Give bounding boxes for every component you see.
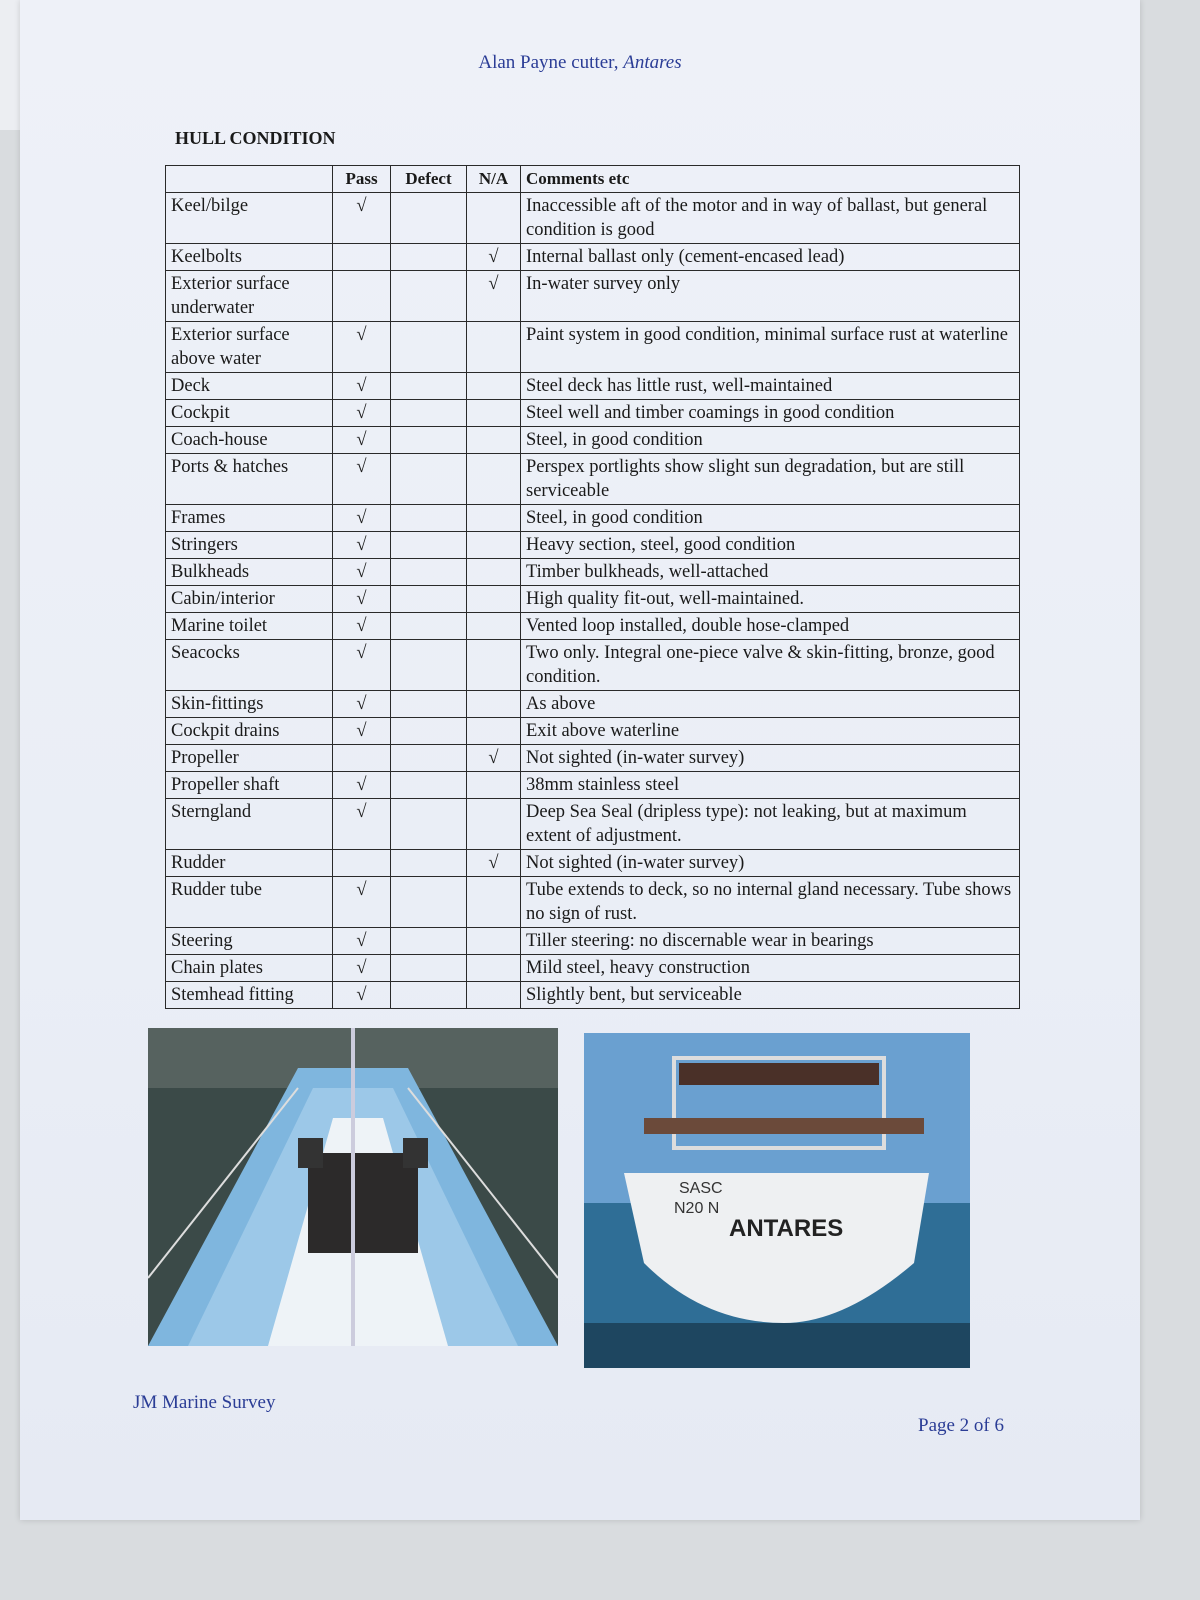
pass-cell [333,745,391,772]
table-row [166,400,1020,427]
na-cell: √ [467,271,521,322]
defect-cell [391,559,467,586]
na-cell [467,505,521,532]
comment-cell: Timber bulkheads, well-attached [521,559,1020,586]
na-cell [467,955,521,982]
item-name: Stemhead fitting [166,982,333,1009]
pass-cell: √ [333,772,391,799]
defect-cell [391,928,467,955]
section-title: HULL CONDITION [175,128,336,148]
na-cell [467,454,521,505]
column-header-item [166,166,333,193]
na-cell [467,799,521,850]
defect-cell [391,193,467,244]
comment-cell: 38mm stainless steel [521,772,1020,799]
na-cell [467,400,521,427]
item-name: Propeller [166,745,333,772]
defect-cell [391,955,467,982]
comment-cell: Tube extends to deck, so no internal gland necessary. Tube shows no sign of rust. [521,877,1020,928]
footer-company: JM Marine Survey [133,1392,276,1413]
defect-cell [391,427,467,454]
na-cell: √ [467,850,521,877]
defect-cell [391,691,467,718]
table-row [166,928,1020,955]
pass-cell: √ [333,691,391,718]
comment-cell: Paint system in good condition, minimal surface rust at waterline [521,322,1020,373]
pass-cell: √ [333,982,391,1009]
defect-cell [391,271,467,322]
pass-cell [333,850,391,877]
table-row [166,640,1020,691]
na-cell [467,877,521,928]
table-row [166,955,1020,982]
pass-cell: √ [333,559,391,586]
table-row [166,691,1020,718]
item-name: Exterior surface above water [166,322,333,373]
defect-cell [391,373,467,400]
pass-cell: √ [333,640,391,691]
table-row [166,982,1020,1009]
defect-cell [391,586,467,613]
pass-cell: √ [333,586,391,613]
defect-cell [391,718,467,745]
na-cell [467,193,521,244]
table-row [166,850,1020,877]
table-row [166,718,1020,745]
table-row [166,772,1020,799]
item-name: Stringers [166,532,333,559]
comment-cell: Perspex portlights show slight sun degradation, but are still serviceable [521,454,1020,505]
pass-cell: √ [333,193,391,244]
item-name: Bulkheads [166,559,333,586]
comment-cell: Steel, in good condition [521,505,1020,532]
na-cell [467,586,521,613]
pass-cell: √ [333,532,391,559]
defect-cell [391,982,467,1009]
comment-cell: Two only. Integral one-piece valve & skin-fitting, bronze, good condition. [521,640,1020,691]
item-name: Coach-house [166,427,333,454]
comment-cell: Steel, in good condition [521,427,1020,454]
defect-cell [391,613,467,640]
defect-cell [391,850,467,877]
na-cell [467,373,521,400]
defect-cell [391,799,467,850]
na-cell: √ [467,745,521,772]
item-name: Keel/bilge [166,193,333,244]
table-row [166,586,1020,613]
table-row [166,745,1020,772]
table-row [166,244,1020,271]
comment-cell: Steel deck has little rust, well-maintained [521,373,1020,400]
na-cell [467,322,521,373]
comment-cell: As above [521,691,1020,718]
item-name: Skin-fittings [166,691,333,718]
pass-cell: √ [333,928,391,955]
item-name: Rudder tube [166,877,333,928]
pass-cell: √ [333,505,391,532]
table-row [166,613,1020,640]
item-name: Rudder [166,850,333,877]
document-page [20,0,1140,1520]
table-row [166,427,1020,454]
svg-text:SASC: SASC [679,1180,723,1197]
pass-cell: √ [333,373,391,400]
comment-cell: Slightly bent, but serviceable [521,982,1020,1009]
table-header-row [166,166,1020,193]
na-cell [467,559,521,586]
comment-cell: Deep Sea Seal (dripless type): not leaking, but at maximum extent of adjustment. [521,799,1020,850]
table-row [166,322,1020,373]
defect-cell [391,877,467,928]
na-cell [467,772,521,799]
comment-cell: Not sighted (in-water survey) [521,850,1020,877]
comment-cell: Mild steel, heavy construction [521,955,1020,982]
svg-text:ANTARES: ANTARES [729,1215,844,1242]
stern-photo [584,1033,970,1368]
table-row [166,532,1020,559]
item-name: Frames [166,505,333,532]
item-name: Sterngland [166,799,333,850]
table-row [166,799,1020,850]
na-cell [467,532,521,559]
comment-cell: Steel well and timber coamings in good condition [521,400,1020,427]
na-cell [467,718,521,745]
pass-cell: √ [333,400,391,427]
comment-cell: Internal ballast only (cement-encased lead) [521,244,1020,271]
na-cell [467,613,521,640]
column-header-pass: Pass [333,166,391,193]
defect-cell [391,322,467,373]
comment-cell: Vented loop installed, double hose-clamped [521,613,1020,640]
pass-cell: √ [333,322,391,373]
na-cell [467,691,521,718]
table-row [166,505,1020,532]
pass-cell: √ [333,427,391,454]
defect-cell [391,640,467,691]
defect-cell [391,505,467,532]
defect-cell [391,244,467,271]
pass-cell: √ [333,454,391,505]
table-row [166,559,1020,586]
defect-cell [391,532,467,559]
na-cell [467,982,521,1009]
pass-cell [333,244,391,271]
pass-cell: √ [333,799,391,850]
hull-condition-table [165,165,1020,1009]
comment-cell: Inaccessible aft of the motor and in way of ballast, but general condition is good [521,193,1020,244]
comment-cell: In-water survey only [521,271,1020,322]
comment-cell: High quality fit-out, well-maintained. [521,586,1020,613]
item-name: Keelbolts [166,244,333,271]
table-row [166,271,1020,322]
table-row [166,193,1020,244]
defect-cell [391,745,467,772]
item-name: Exterior surface underwater [166,271,333,322]
comment-cell: Heavy section, steel, good condition [521,532,1020,559]
item-name: Cockpit [166,400,333,427]
pass-cell [333,271,391,322]
item-name: Marine toilet [166,613,333,640]
deck-photo [148,1028,558,1346]
comment-cell: Not sighted (in-water survey) [521,745,1020,772]
comment-cell: Tiller steering: no discernable wear in bearings [521,928,1020,955]
column-header-na: N/A [467,166,521,193]
pass-cell: √ [333,613,391,640]
table-row [166,454,1020,505]
page-header: Alan Payne cutter, Antares [478,52,682,73]
na-cell [467,928,521,955]
item-name: Deck [166,373,333,400]
na-cell: √ [467,244,521,271]
svg-text:N20 N: N20 N [674,1200,720,1217]
table-row [166,877,1020,928]
comment-cell: Exit above waterline [521,718,1020,745]
item-name: Ports & hatches [166,454,333,505]
defect-cell [391,454,467,505]
item-name: Chain plates [166,955,333,982]
pass-cell: √ [333,718,391,745]
defect-cell [391,772,467,799]
column-header-comments: Comments etc [521,166,1020,193]
item-name: Steering [166,928,333,955]
item-name: Cockpit drains [166,718,333,745]
pass-cell: √ [333,955,391,982]
item-name: Cabin/interior [166,586,333,613]
item-name: Seacocks [166,640,333,691]
na-cell [467,427,521,454]
column-header-defect: Defect [391,166,467,193]
item-name: Propeller shaft [166,772,333,799]
pass-cell: √ [333,877,391,928]
page-number: Page 2 of 6 [918,1415,1005,1436]
na-cell [467,640,521,691]
table-row [166,373,1020,400]
defect-cell [391,400,467,427]
